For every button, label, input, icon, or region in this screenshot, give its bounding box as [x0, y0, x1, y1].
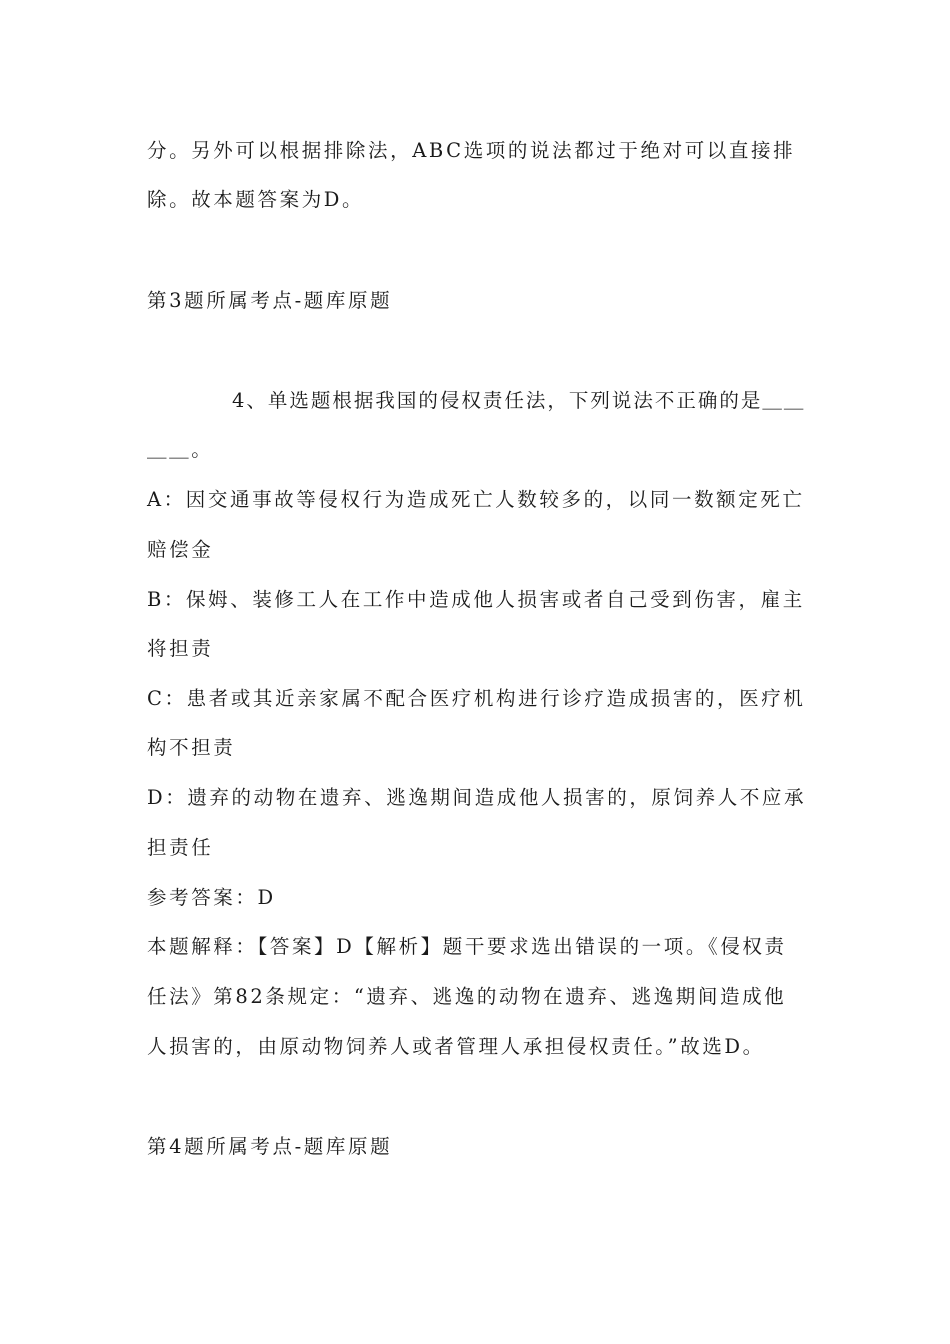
option-d-line-1: D：遗弃的动物在遗弃、逃逸期间造成他人损害的，原饲养人不应承	[147, 786, 807, 809]
explanation-line-1: 本题解释：【答案】D【解析】题干要求选出错误的一项。《侵权责	[147, 935, 787, 958]
option-c-line-2: 构不担责	[147, 736, 236, 759]
option-b-line-2: 将担责	[147, 637, 214, 660]
explanation-line-3: 人损害的，由原动物饲养人或者管理人承担侵权责任。”故选D。	[147, 1035, 765, 1058]
option-c-line-1: C：患者或其近亲家属不配合医疗机构进行诊疗造成损害的，医疗机	[147, 687, 806, 710]
section-3-knowledge-point: 第3题所属考点-题库原题	[147, 289, 393, 312]
section-4-knowledge-point: 第4题所属考点-题库原题	[147, 1135, 393, 1158]
option-a-line-2: 赔偿金	[147, 538, 214, 561]
prev-explanation-line-1: 分。另外可以根据排除法，ABC选项的说法都过于绝对可以直接排	[147, 139, 796, 162]
option-a-line-1: A：因交通事故等侵权行为造成死亡人数较多的，以同一数额定死亡	[147, 488, 805, 511]
question-4-stem-line-1: 4、单选题根据我国的侵权责任法，下列说法不正确的是＿＿	[232, 389, 806, 412]
explanation-line-2: 任法》第82条规定：“遗弃、逃逸的动物在遗弃、逃逸期间造成他	[147, 985, 787, 1008]
reference-answer: 参考答案：D	[147, 886, 276, 909]
prev-explanation-line-2: 除。故本题答案为D。	[147, 188, 365, 211]
option-b-line-1: B：保姆、装修工人在工作中造成他人损害或者自己受到伤害，雇主	[147, 588, 805, 611]
question-4-stem-line-2: ＿＿。	[147, 438, 214, 461]
option-d-line-2: 担责任	[147, 836, 214, 859]
